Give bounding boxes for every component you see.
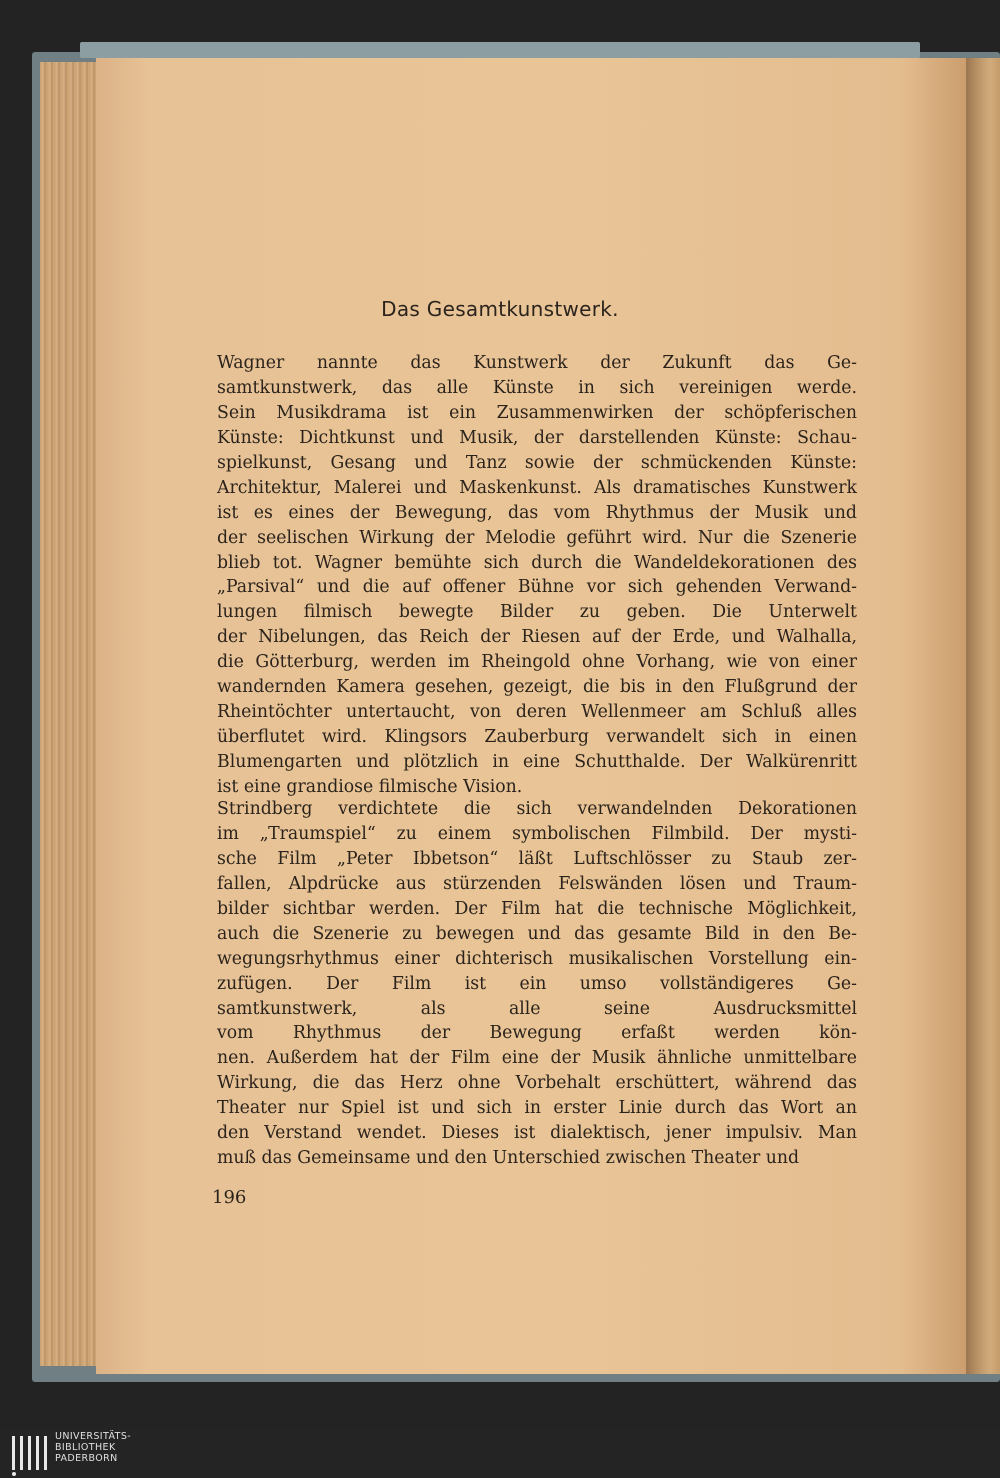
page-stack-edges [40,62,100,1366]
text-line: die Götterburg, werden im Rheingold ohne Vorhang, wie von einer [217,652,857,673]
text-line: wegungsrhythmus einer dichterisch musikalischen Vorstellung ein- [217,948,857,969]
text-line: ist es eines der Bewegung, das vom Rhythmus der Musik und [217,502,857,523]
text-line: Theater nur Spiel ist und sich in erster Linie durch das Wort an [217,1098,857,1119]
text-line: muß das Gemeinsame und den Unterschied zwischen Theater und [217,1148,800,1169]
text-line: Architektur, Malerei und Maskenkunst. Als dramatisches Kunstwerk [217,477,857,498]
text-line: Künste: Dichtkunst und Musik, der darstellenden Künste: Schau- [217,427,857,448]
text-line: der Nibelungen, das Reich der Riesen auf der Erde, und Walhalla, [217,627,857,648]
library-logo-line-2: BIBLIOTHEK [55,1442,116,1453]
library-logo-text [55,1431,131,1464]
text-line: bilder sichtbar werden. Der Film hat die technische Möglichkeit, [217,898,857,919]
library-logo-line-3: PADERBORN [55,1453,118,1464]
chapter-title: Das Gesamtkunstwerk. [381,297,619,321]
text-line: blieb tot. Wagner bemühte sich durch die Wandeldekorationen des [217,552,857,573]
text-line: Blumengarten und plötzlich in eine Schutthalde. Der Walkürenritt [217,752,857,772]
text-line: spielkunst, Gesang und Tanz sowie der schmückenden Künste: [217,452,857,473]
facing-page-edge [966,58,1000,1374]
text-line: „Parsival“ und die auf offener Bühne vor sich gehenden Verwand- [217,577,857,598]
text-line: im „Traumspiel“ zu einem symbolischen Filmbild. Der mysti- [217,823,857,844]
text-line: Strindberg verdichtete die sich verwandelnden Dekorationen [217,799,857,819]
text-line: zufügen. Der Film ist ein umso vollständigeres Ge- [217,973,857,994]
text-line: der seelischen Wirkung der Melodie geführt wird. Nur die Szenerie [217,527,857,548]
library-logo-line-1: UNIVERSITÄTS- [55,1431,132,1442]
text-line: ist eine grandiose filmische Vision. [217,776,523,797]
text-line: fallen, Alpdrücke aus stürzenden Felswänden lösen und Traum- [217,873,857,894]
text-line: Wagner nannte das Kunstwerk der Zukunft das Ge- [217,353,857,373]
text-line: den Verstand wendet. Dieses ist dialektisch, jener impulsiv. Man [217,1123,857,1144]
text-line: sche Film „Peter Ibbetson“ läßt Luftschlösser zu Staub zer- [217,848,857,869]
text-line: vom Rhythmus der Bewegung erfaßt werden kön- [217,1023,857,1044]
text-line: wandernden Kamera gesehen, gezeigt, die bis in den Flußgrund der [217,677,857,698]
text-line: Wirkung, die das Herz ohne Vorbehalt erschüttert, während das [217,1073,857,1094]
text-line: samtkunstwerk, das alle Künste in sich vereinigen werde. [217,377,857,398]
text-line: Sein Musikdrama ist ein Zusammenwirken der schöpferischen [217,402,857,423]
paragraph-2 [217,797,857,1171]
text-line: überflutet wird. Klingsors Zauberburg verwandelt sich in einen [217,727,857,748]
text-line: lungen filmisch bewegte Bilder zu geben. Die Unterwelt [217,602,857,623]
page-number: 196 [212,1187,247,1208]
text-line: samtkunstwerk, als alle seine Ausdrucksmittel [217,998,857,1019]
library-logo-icon [8,1436,48,1476]
book-cover-top-edge [80,42,920,58]
library-footer-bar [0,1428,1000,1478]
text-line: Rheintöchter untertaucht, von deren Wellenmeer am Schluß alles [217,702,857,723]
paragraph-1 [217,351,857,800]
text-line: nen. Außerdem hat der Film eine der Musik ähnliche unmittelbare [217,1048,857,1069]
text-line: auch die Szenerie zu bewegen und das gesamte Bild in den Be- [217,923,857,944]
